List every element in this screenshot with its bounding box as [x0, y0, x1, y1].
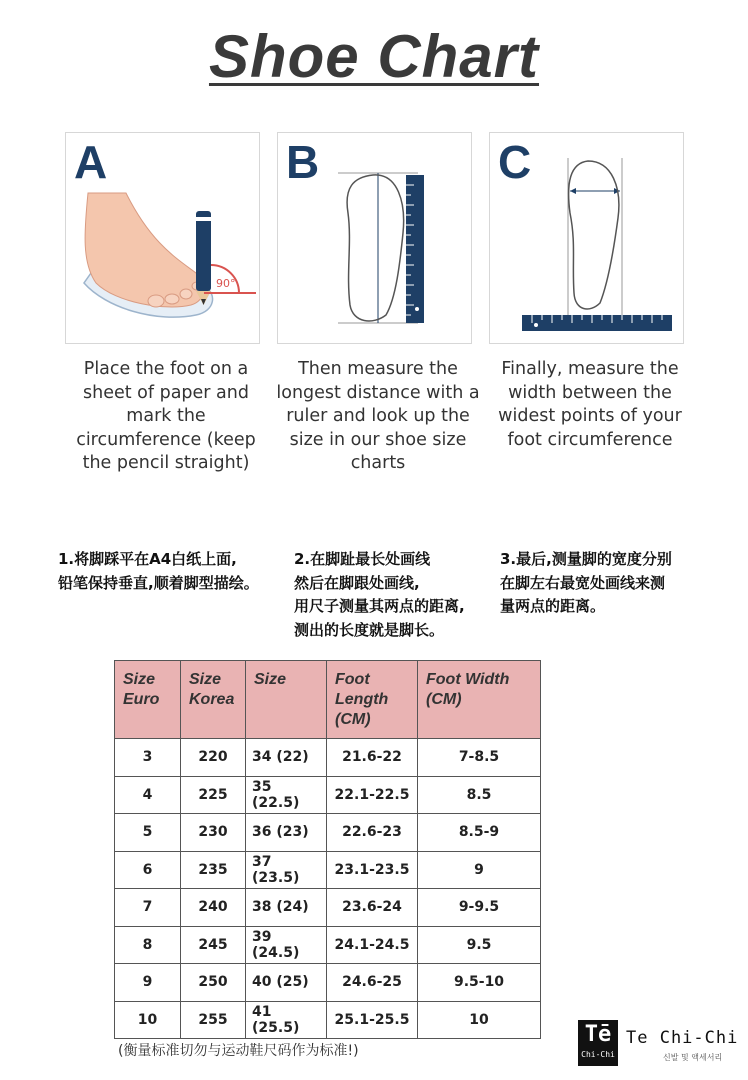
cell-size-euro: 9	[115, 964, 181, 1002]
table-row	[115, 1001, 541, 1039]
cell-foot-width: 9-9.5	[418, 889, 541, 927]
cell-size-korea: 235	[181, 851, 246, 889]
header-foot-length: Foot Length (CM)	[327, 661, 418, 739]
cell-foot-width: 10	[418, 1001, 541, 1039]
cell-size: 36 (23)	[246, 814, 327, 852]
cell-size: 38 (24)	[246, 889, 327, 927]
cell-size-korea: 225	[181, 776, 246, 814]
cell-size-euro: 10	[115, 1001, 181, 1039]
table-row	[115, 889, 541, 927]
table-row	[115, 739, 541, 777]
step-b-caption: Then measure the longest distance with a ruler and look up the size in our shoe size charts	[276, 359, 480, 473]
cell-foot-length: 22.6-23	[327, 814, 418, 852]
cell-size-euro: 7	[115, 889, 181, 927]
size-table-header	[115, 661, 541, 739]
chinese-step-1: 1.将脚踩平在A4白纸上面, 铅笔保持垂直,顺着脚型描绘。	[58, 550, 259, 592]
ruler-icon	[522, 315, 672, 331]
ruler-icon	[406, 175, 424, 323]
cell-foot-width: 9.5	[418, 926, 541, 964]
page-title: Shoe Chart	[208, 23, 540, 90]
chinese-step-2: 2.在脚趾最长处画线 然后在脚跟处画线, 用尺子测量其两点的距离, 测出的长度就是脚长。	[294, 550, 465, 639]
cell-size-korea: 240	[181, 889, 246, 927]
cell-foot-length: 22.1-22.5	[327, 776, 418, 814]
header-size-korea: Size Korea	[181, 661, 246, 739]
step-c-caption: Finally, measure the width between the widest points of your foot circumference	[498, 359, 682, 450]
cell-size-korea: 255	[181, 1001, 246, 1039]
cell-foot-length: 21.6-22	[327, 739, 418, 777]
logo-mark: Tē	[584, 1022, 612, 1047]
step-letter-c: C	[498, 136, 532, 188]
cell-foot-width: 7-8.5	[418, 739, 541, 777]
cell-size-korea: 245	[181, 926, 246, 964]
step-c-panel	[489, 132, 684, 344]
cell-foot-length: 24.1-24.5	[327, 926, 418, 964]
header-foot-width: Foot Width (CM)	[418, 661, 541, 739]
cell-foot-width: 9	[418, 851, 541, 889]
cell-size: 39 (24.5)	[246, 926, 327, 964]
table-row	[115, 926, 541, 964]
cell-size-euro: 3	[115, 739, 181, 777]
size-table	[114, 660, 541, 1039]
step-a-caption: Place the foot on a sheet of paper and mark the circumference (keep the pencil straight)	[76, 359, 256, 473]
cell-size-euro: 4	[115, 776, 181, 814]
cell-foot-length: 23.6-24	[327, 889, 418, 927]
chinese-step-3: 3.最后,测量脚的宽度分别 在脚左右最宽处画线来测 量两点的距离。	[500, 550, 672, 615]
table-row	[115, 776, 541, 814]
table-row	[115, 851, 541, 889]
cell-foot-width: 9.5-10	[418, 964, 541, 1002]
table-row	[115, 814, 541, 852]
cell-foot-length: 25.1-25.5	[327, 1001, 418, 1039]
cell-size-euro: 6	[115, 851, 181, 889]
angle-label: 90°	[216, 277, 236, 290]
brand-logo	[578, 1020, 618, 1066]
header-size: Size	[246, 661, 327, 739]
footnote: (衡量标准切勿与运动鞋尺码作为标准!)	[118, 1043, 359, 1059]
cell-size-korea: 220	[181, 739, 246, 777]
cell-size: 34 (22)	[246, 739, 327, 777]
cell-size-euro: 8	[115, 926, 181, 964]
cell-foot-length: 23.1-23.5	[327, 851, 418, 889]
brand-tagline: 신발 및 액세서리	[663, 1053, 723, 1062]
cell-foot-length: 24.6-25	[327, 964, 418, 1002]
cell-size-euro: 5	[115, 814, 181, 852]
cell-size: 41 (25.5)	[246, 1001, 327, 1039]
step-b-panel	[277, 132, 472, 344]
cell-size: 35 (22.5)	[246, 776, 327, 814]
brand-name: Te Chi-Chi	[626, 1028, 739, 1048]
logo-subtext: Chi-Chi	[581, 1050, 615, 1059]
step-letter-b: B	[286, 136, 320, 188]
table-row	[115, 964, 541, 1002]
header-size-euro: Size Euro	[115, 661, 181, 739]
cell-size-korea: 230	[181, 814, 246, 852]
cell-size: 37 (23.5)	[246, 851, 327, 889]
step-a-panel	[65, 132, 260, 344]
step-letter-a: A	[74, 136, 108, 188]
cell-foot-width: 8.5	[418, 776, 541, 814]
pencil-icon	[196, 211, 211, 305]
cell-size: 40 (25)	[246, 964, 327, 1002]
cell-foot-width: 8.5-9	[418, 814, 541, 852]
cell-size-korea: 250	[181, 964, 246, 1002]
size-table-body	[115, 739, 541, 1039]
